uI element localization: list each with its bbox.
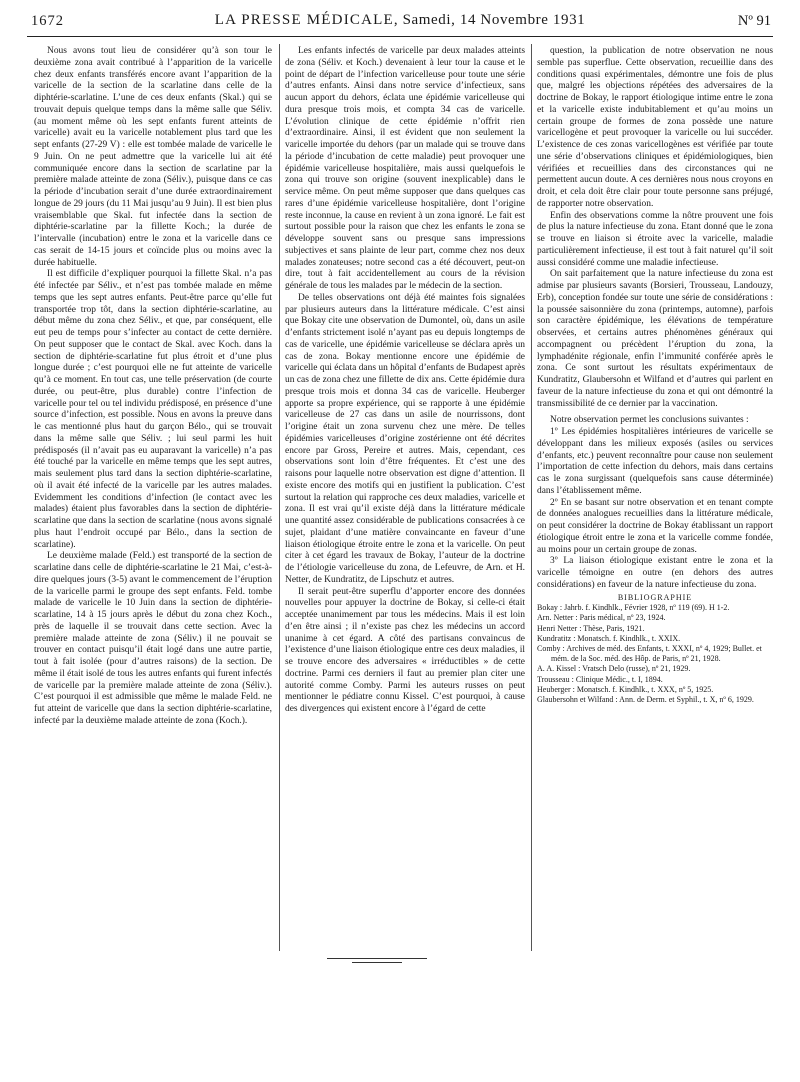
bibliography-heading: BIBLIOGRAPHIE [617,592,693,602]
text-column-2 [285,46,525,951]
paragraph: Le deuxième malade (Feld.) est transporté de la section de scarlatine dans celle de diphtérie-scarlatine le 21 Mai, c’est-à-dire quelques jours (3-5) avant le commencement de l’éruption de la varicelle parmi le groupe des sept enfants. Feld. tombe malade de varicelle le 10 Juin dans la section de diphtérie-scarlatine, 14 à 15 jours après le début du zona chez Koch., près de laquelle il se trouvait dans cette section. Avec la première malade atteinte de zona (Séliv.) il ne pouvait se trouver en contact puisqu’il était logé dans une autre partie, tout à fait isolée (pour d’autres raisons) de la section. De même il était isolé de tous les autres enfants qui furent infectés de varicelle par la première malade atteinte de zona (Séliv.). C’est pourquoi il est admissible que même le malade Feld. ne fut atteint de varicelle que dans la section diphtérie-scarlatine, infecté par la deuxième malade atteinte de zona (Koch.). [34,551,272,726]
page-header [27,12,773,37]
bibliography-entry: Bokay : Jahrb. f. Kindhlk., Février 1928, nº 119 (69). H 1-2. [537,603,730,613]
bibliography-entry: A. A. Kissel : Vratsch Delo (russe), nº 21, 1929. [537,664,691,674]
paragraph: Nous avons tout lieu de considérer qu’à son tour le deuxième zona avait contribué à l’apparition de la varicelle chez deux enfants transférés encore avant l’apparition de la varicelle de la section de la scarlatine dans celle de la diphtérie-scarlatine. L’une de ces deux enfants (Skal.) qui se trouvait depuis quelque temps dans la même salle que Séliv. (au moment même où les sept enfants furent atteints de varicelle) avait eu la varicelle notablement plus tard que les sept enfants (27-29 V) : elle est tombée malade de varicelle le 9 Juin. On ne peut admettre que la varicelle lui ait été communiquée encore dans la section de scarlatine par la première malade atteinte de zona (Séliv.), puisque dans ce cas la période d’incubation serait d’une durée extraordinairement longue de 29 jours (du 11 Mai jusqu’au 9 Juin). Il est bien plus vraisemblable que Skal. fut infectée dans la section de diphtérie-scarlatine par la fillette Koch.; la durée de l’intervalle (incubation) entre le zona et la varicelle dans ce cas serait de 14-15 jours et coïncide plus ou moins avec la durée habituelle. [34,46,272,268]
bibliography-entry: Trousseau : Clinique Médic., t. I, 1894. [537,674,663,684]
text-column-3 [537,46,773,951]
bibliography-entry: Arn. Netter : Paris médical, nº 23, 1924. [537,613,666,623]
paragraph: Les enfants infectés de varicelle par deux malades atteints de zona (Séliv. et Koch.) devenaient à leur tour la cause et le point de départ de l’infection varicelleuse pour toute une série d’autres enfants. Ainsi dans notre service d’infectieux, sans aucun apport du dehors, éclata une épidémie varicelleuse qui dura presque trois mois, et compta 34 cas de varicelle. L’évolution clinique de cette épidémie n’offrit rien d’extraordinaire. Ainsi, il est évident que non seulement la varicelle importée du dehors (par un malade qui se trouve dans la période d’incubation de cette maladie) peut provoquer une épidémie varicelleuse hospitalière, mais aussi quelquefois le zona qui trouve son origine (souvent inexplicable) dans le service même. On peut même supposer que dans quelques cas rares d’une épidémie varicelleuse hospitalière, dont l’origine reste inconnue, la cause en revient à un zona ignoré. Le fait est surtout possible pour la raison que chez les enfants le zona se développe souvent sans ou presque sans impressions subjectives et sans plainte de leur part, comme chez nos deux malades zonateuses; notre second cas a été découvert, peut-on dire, tout à fait accidentellement au cours de la révision générale de tous les malades par le médecin de la section. [285,46,525,291]
paragraph: Il est difficile d’expliquer pourquoi la fillette Skal. n’a pas été infectée par Séliv., et n’est pas tombée malade en même temps que les sept autres enfants. Peut-être parce qu’elle fut transportée trop tôt, dans la section diphtérie-scarlatine, au début même du zona chez Séliv., et que, par conséquent, elle eut peu de temps pour s’infecter au contact de cette dernière. On peut supposer que le contact de Skal. avec Koch. dans la section de diphtérie-scarlatine fut plus étroit et d’une plus longue durée ; c’est pourquoi elle ne fut atteinte de varicelle qu’à ce moment. En tout cas, une telle préservation (de courte durée, ou peut-être, plus durable) contre l’infection de varicelle pour tel ou tel individu prédisposé, en présence d’une source d’infection, est possible. Nous en avons la preuve dans le cas mentionné plus haut du garçon Bélo., qui se trouvait dans la même salle que Séliv. ; lui seul parmi les huit prédisposés (il n’avait pas eu auparavant la varicelle) n’a pas été touché par la varicelle en même temps que les sept autres, mais seulement plus tard dans la section diphtérie-scarlatine, où il avait été infecté de la varicelle par les autres malades. Evidemment les conditions d’infection (le contact avec les malades) étaient plus favorables dans la section de diphtérie-scarlatine que dans la section de scarlatine (nous avons signalé plus haut l’endroit occupé par Bélo., dans la section de scarlatine). [34,269,272,550]
conclusion-3: 3º La liaison étiologique existant entre le zona et la varicelle témoigne en outre (en dehors des autres considérations) en faveur de la nature infectieuse du zona. [537,556,773,590]
paragraph: Il serait peut-être superflu d’apporter encore des données nouvelles pour appuyer la doctrine de Bokay, si celle-ci était acceptée unanimement par tous les médecins. Mais il est loin d’en être ainsi ; il n’existe pas chez les médecins un accord unanime à cet égard. A côté des partisans convaincus de l’existence d’une liaison étiologique entre ces deux maladies, il se trouve encore des adversaires « irréductibles » de cette doctrine. Parmi ces derniers il faut au premier plan citer une autorité comme Comby. Parmi les auteurs russes on peut mentionner le pédiatre connu Kissel. C’est pourquoi, à cause des divergences qui existent encore à l’égard de cette [285,586,525,714]
paragraph: On sait parfaitement que la nature infectieuse du zona est admise par plusieurs savants (Borsieri, Trousseau, Landouzy, Erb), conception fondée sur toute une série de considérations : la poussée saisonnière du zona (printemps, automne), parfois son caractère épidémique, les élévations de température observées, et certains autres phénomènes généraux qui accompagnent ou précèdent l’éruption du zona, la lymphadénite régionale, enfin l’immunité conférée après le zona. Ce sont surtout les résultats expérimentaux de Kundratitz, Glaubersohn et Wilfand et d’autres qui parlent en faveur de la nature infectieuse du zona et qui ont démontré la transmissibilité de ce dernier par la vaccination. [537,269,773,409]
conclusion-2: 2º En se basant sur notre observation et en tenant compte de données analogues recueillies dans la littérature médicale, on peut considérer la doctrine de Bokay établissant un rapport étiologique étroit entre le zona et la varicelle comme fondée, au moins pour un certain groupe de zonas. [537,497,773,555]
end-of-article-rule [327,958,427,959]
bibliography-entry: Kundratitz : Monatsch. f. Kindhlk., t. XXIX. [537,633,681,643]
journal-name: LA PRESSE MÉDICALE [214,12,394,28]
column-divider [531,44,532,951]
paragraph: question, la publication de notre observation ne nous semble pas superflue. Cette observation, recueillie dans des conditions quasi expérimentales, démontre une fois de plus que, malgré les objections répétées des adversaires de la doctrine de Bokay, le rapport étiologique intime entre le zona et la varicelle existe indubitablement et qu’au moins un certain groupe de formes de zona possède une nature varicellogène et peut provoquer la varicelle ou lui succéder. L’existence de ces zonas varicellogènes est vérifiée par toute une série d’observations cliniques et épidémiologiques, bien vérifiées et recueillies dans des circonstances qui ne permettent aucun doute. A ces dernières nous nous croyons en droit, et cela doit être clair pour toute personne sans préjugé, de rapporter notre observation. [537,46,773,209]
running-title: LA PRESSE MÉDICALE, Samedi, 14 Novembre 1931 [214,12,586,28]
paragraph: De telles observations ont déjà été maintes fois signalées par plusieurs auteurs dans la littérature médicale. C’est ainsi que Bokay cite une observation de Dumontel, où, dans un asile d’enfants strictement isolé n’ayant pas eu depuis longtemps de cas de varicelle, une épidémie varicelleuse se déclara après un cas de zona. Bokay mentionne encore une épidémie de varicelle qui éclata dans un hôpital d’enfants de Budapest après un cas de zona chez une fillette de dix ans. Cette épidémie dura presque trois mois et donna 34 cas de varicelle. Heuberger apporte sa propre expérience, qui se rapporte à une épidémie varicelleuse de 27 cas dans un asile de nourrissons, dont l’origine était un zona survenu chez une mère. De telles épidémies varicelleuses d’origine zostérienne ont été décrites encore par Gross, Pereire et autres. Mais, cependant, ces observations sont loin d’être fréquentes. Et c’est une des raisons pour laquelle notre observation est digne d’attention. Il existe encore des motifs qui en justifient la publication. C’est surtout la relation qui rapproche ces deux maladies, varicelle et zona. Il est vrai qu’il existe déjà dans la littérature médicale une quantité assez considérable de publications consacrées à ce sujet, plaidant d’une matière convaincante en faveur d’une liaison étiologique étroite entre le zona et la varicelle. On peut citer à cet égard les travaux de Bokay, l’auteur de la doctrine de l’étiologie varicelleuse du zona, de Lefeuvre, de Arn. et H. Netter, de Kundratitz, de Lipschutz et autres. [285,292,525,585]
end-of-article-rule [352,962,402,963]
bibliography-entry: Heuberger : Monatsch. f. Kindhlk., t. XXX, nº 5, 1925. [537,684,714,694]
page-number: 1672 [31,13,64,29]
conclusion-1: 1º Les épidémies hospitalières intérieures de varicelle se développant dans les milieux exposés (asiles ou services d’enfants, etc.) peuvent reconnaître pour cause non seulement l’importation de cette infection du dehors, mais dans certains cas le zona surgissant (quelquefois sans cause déterminée) dans l’établissement même. [537,427,773,496]
bibliography-entry: Henri Netter : Thèse, Paris, 1921. [537,623,645,633]
bibliography-entry: Glaubersohn et Wilfand : Ann. de Derm. et Syphil., t. X, nº 6, 1929. [537,695,754,705]
bibliography-entry: Comby : Archives de méd. des Enfants, t. XXXI, nº 4, 1929; Bullet. et mém. de la Soc. méd. des Hôp. de Paris, nº 21, 1928. [537,644,762,664]
conclusions-intro: Notre observation permet les conclusions suivantes : [550,415,749,426]
column-divider [279,44,280,951]
text-column-1 [34,46,272,951]
issue-date: Samedi, 14 Novembre 1931 [402,12,586,28]
issue-number: Nº 91 [737,13,771,29]
paragraph: Enfin des observations comme la nôtre prouvent une fois de plus la nature infectieuse du zona. Etant donné que le zona se trouve en liaison si étroite avec la varicelle, maladie particulièrement infectieuse, il est tout à fait naturel qu’il soit aussi considéré comme une maladie infectieuse. [537,210,773,268]
